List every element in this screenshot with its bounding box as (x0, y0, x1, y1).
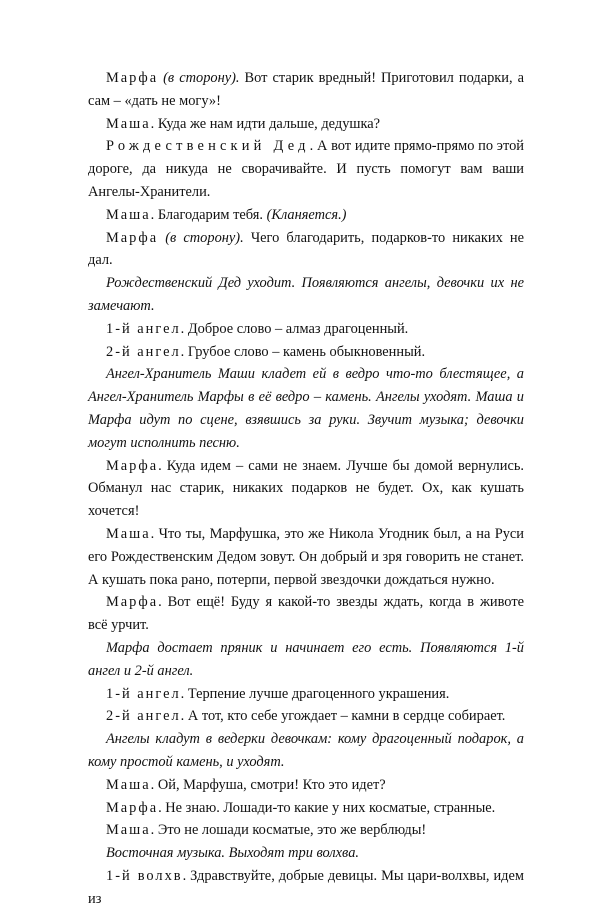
speaker-name: 1-й волхв (106, 867, 183, 884)
speaker-name: 2-й ангел (106, 708, 181, 725)
stage-direction: Марфа достает пряник и начинает его есть. Появляются 1-й ангел и 2-й ангел. (88, 639, 524, 679)
line-marfa-1: Марфа (в сторону). Вот старик вредный! Приготовил подарки, а сам – «дать не могу»! (88, 70, 524, 109)
stage-direction: Восточная музыка. Выходят три волхва. (106, 845, 359, 862)
line-angel2-2: 2-й ангел. А тот, кто себе угождает – камни в сердце собирает. (106, 708, 506, 725)
line-marfa-3: Марфа. Куда идем – сами не знаем. Лучше бы домой вернулись. Обманул нас старик, никаких подарков не будет. Ох, как кушать хочется! (88, 457, 524, 520)
line-masha-4: Маша. Ой, Марфуша, смотри! Кто это идет? (106, 776, 386, 793)
line-masha-5: Маша. Это не лошади косматые, это же верблюды! (106, 822, 427, 839)
speaker-name: 1-й ангел (106, 685, 181, 702)
speaker-name: Маша (106, 206, 151, 223)
stage-note: (в сторону). (163, 70, 240, 86)
stage-direction: Ангел-Хранитель Маши кладет ей в ведро что-то блестящее, а Ангел-Хранитель Марфы в её ведро – камень. Ангелы уходят. Маша и Марфа идут по сцене, взявшись за руки. Звучит музыка; девочки могут исполнить песню. (88, 366, 524, 451)
line-marfa-4: Марфа. Вот ещё! Буду я какой-то звезды ждать, когда в животе всё урчит. (88, 594, 524, 634)
line-marfa-2: Марфа (в сторону). Чего благодарить, подарков-то никаких не дал. (88, 229, 524, 269)
line-volkhv1-1: 1-й волхв. Здравствуйте, добрые девицы. Мы цари-волхвы, идем из (88, 867, 524, 907)
stage-note: (в сторону). (165, 229, 244, 246)
speaker-name: 1-й ангел (106, 320, 181, 337)
line-masha-2: Маша. Благодарим тебя. (Кланяется.) (106, 206, 347, 223)
stage-note: (Кланяется.) (266, 206, 347, 223)
speaker-name: 2-й ангел (106, 343, 181, 360)
line-ded-1: Рождественский Дед. А вот идите прямо-прямо по этой дороге, да никуда не сворачивайте. И пусть помогут вам ваши Ангелы-Хранители. (88, 138, 524, 200)
stage-direction: Рождественский Дед уходит. Появляются ангелы, девочки их не замечают. (88, 275, 524, 314)
speaker-name: Марфа (106, 229, 159, 246)
speaker-name: Маша (106, 776, 151, 793)
line-masha-1: Маша. Куда же нам идти дальше, дедушка? (106, 115, 381, 132)
line-angel1-2: 1-й ангел. Терпение лучше драгоценного украшения. (106, 685, 450, 702)
line-marfa-5: Марфа. Не знаю. Лошади-то какие у них косматые, странные. (106, 799, 496, 816)
stage-direction: Ангелы кладут в ведерки девочкам: кому драгоценный подарок, а кому простой камень, и уходят. (88, 731, 524, 770)
speaker-name: Маша (106, 822, 151, 839)
script-page (88, 67, 524, 910)
speaker-name: Маша (106, 115, 151, 132)
speaker-name: Рождественский Дед (106, 138, 310, 155)
line-angel1-1: 1-й ангел. Доброе слово – алмаз драгоценный. (106, 320, 409, 337)
speaker-name: Марфа (106, 457, 159, 474)
speaker-name: Марфа (106, 70, 159, 86)
line-angel2-1: 2-й ангел. Грубое слово – камень обыкновенный. (106, 343, 426, 360)
speaker-name: Марфа (106, 594, 159, 611)
line-masha-3: Маша. Что ты, Марфушка, это же Никола Угодник был, а на Руси его Рождественским Дедом зовут. Он добрый и зря говорить не станет. А кушать пока рано, потерпи, первой звездочки дождаться нужно. (88, 525, 524, 588)
speaker-name: Маша (106, 525, 151, 542)
speaker-name: Марфа (106, 799, 159, 816)
